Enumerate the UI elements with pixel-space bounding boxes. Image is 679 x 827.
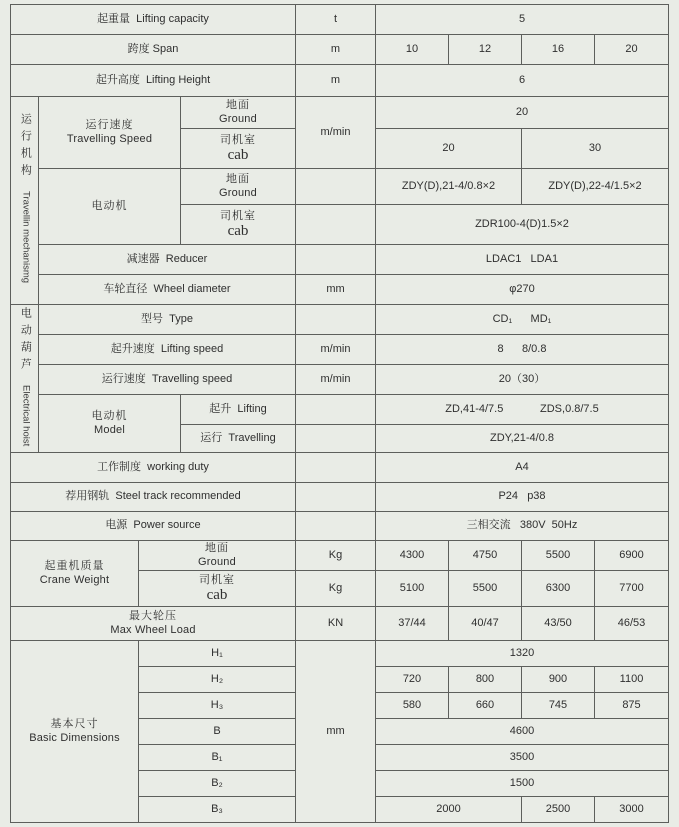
crane-weight-ground-v1: 4300 (376, 541, 449, 571)
basic-dimensions-label (11, 641, 139, 823)
dim-h2-v3: 900 (522, 667, 595, 693)
section-electric-hoist-en: Electrical hoist (20, 384, 32, 446)
hoist-travelling-speed-label: 运行速度 Travelling speed (39, 365, 296, 395)
hoist-motor-travelling-value: ZDY,21-4/0.8 (376, 425, 669, 453)
travel-motor-cab-sublabel (181, 205, 296, 245)
hoist-type-value: CD₁ MD₁ (376, 305, 669, 335)
travel-motor-ground-unit (296, 169, 376, 205)
row-travel-motor-ground (11, 169, 669, 205)
row-power-source (11, 512, 669, 541)
section-travelling-mechanism-zh: 运行机构 (19, 113, 32, 182)
travel-speed-cab-value-2: 30 (522, 129, 669, 169)
dim-h2-v4: 1100 (595, 667, 669, 693)
travel-speed-label-zh: 运行速度 (85, 118, 134, 131)
travel-motor-cab-en: cab (227, 222, 249, 239)
crane-spec-table (10, 4, 669, 823)
crane-weight-cab-unit: Kg (296, 571, 376, 607)
span-label: 跨度 Span (11, 35, 296, 65)
span-value-20: 20 (595, 35, 669, 65)
travel-speed-cab-sublabel (181, 129, 296, 169)
basic-dimensions-label-en: Basic Dimensions (29, 731, 120, 744)
lifting-capacity-unit: t (296, 5, 376, 35)
wheel-diameter-value: φ270 (376, 275, 669, 305)
lifting-capacity-value: 5 (376, 5, 669, 35)
basic-dimensions-label-zh: 基本尺寸 (50, 717, 99, 730)
dim-h3-v1: 580 (376, 693, 449, 719)
hoist-travelling-speed-value: 20（30） (376, 365, 669, 395)
max-wheel-load-v3: 43/50 (522, 607, 595, 641)
lifting-height-label: 起升高度 Lifting Height (11, 65, 296, 97)
travel-motor-ground-sublabel (181, 169, 296, 205)
travel-motor-cab-unit (296, 205, 376, 245)
dim-h2-v1: 720 (376, 667, 449, 693)
dim-h1-sublabel: H₁ (139, 641, 296, 667)
crane-weight-label-zh: 起重机质量 (44, 559, 105, 572)
span-value-12: 12 (449, 35, 522, 65)
travel-motor-ground-zh: 地面 (226, 172, 250, 185)
hoist-type-label: 型号 Type (39, 305, 296, 335)
hoist-motor-lifting-sublabel: 起升 Lifting (181, 395, 296, 425)
travel-motor-ground-value-2: ZDY(D),22-4/1.5×2 (522, 169, 669, 205)
dim-h1-value: 1320 (376, 641, 669, 667)
crane-weight-ground-v4: 6900 (595, 541, 669, 571)
steel-track-unit (296, 483, 376, 512)
crane-weight-label-en: Crane Weight (39, 573, 110, 586)
crane-weight-ground-en: Ground (198, 555, 236, 568)
hoist-travelling-speed-unit: m/min (296, 365, 376, 395)
row-hoist-type (11, 305, 669, 335)
max-wheel-load-unit: KN (296, 607, 376, 641)
hoist-motor-label (39, 395, 181, 453)
hoist-lifting-speed-value: 8 8/0.8 (376, 335, 669, 365)
row-dim-h1 (11, 641, 669, 667)
crane-weight-label (11, 541, 139, 607)
travel-speed-cab-value-1: 20 (376, 129, 522, 169)
section-electric-hoist (11, 305, 39, 453)
crane-weight-ground-v2: 4750 (449, 541, 522, 571)
crane-weight-cab-zh: 司机室 (199, 573, 235, 586)
lifting-height-value: 6 (376, 65, 669, 97)
section-travelling-mechanism-en: Travellin mechanismg (20, 191, 32, 284)
dim-b3-v1: 2000 (376, 797, 522, 823)
lifting-capacity-label: 起重量 Lifting capacity (11, 5, 296, 35)
row-steel-track (11, 483, 669, 512)
dim-h2-sublabel: H₂ (139, 667, 296, 693)
working-duty-value: A4 (376, 453, 669, 483)
dim-b2-value: 1500 (376, 771, 669, 797)
max-wheel-load-label-zh: 最大轮压 (129, 609, 177, 622)
travel-motor-cab-value: ZDR100-4(D)1.5×2 (376, 205, 669, 245)
working-duty-unit (296, 453, 376, 483)
crane-weight-cab-v4: 7700 (595, 571, 669, 607)
hoist-lifting-speed-label: 起升速度 Lifting speed (39, 335, 296, 365)
working-duty-label: 工作制度 working duty (11, 453, 296, 483)
dim-b-sublabel: B (139, 719, 296, 745)
dim-h3-v2: 660 (449, 693, 522, 719)
hoist-lifting-speed-unit: m/min (296, 335, 376, 365)
reducer-label: 减速器 Reducer (39, 245, 296, 275)
hoist-motor-lifting-value: ZD,41-4/7.5 ZDS,0.8/7.5 (376, 395, 669, 425)
span-value-10: 10 (376, 35, 449, 65)
hoist-type-unit (296, 305, 376, 335)
row-hoist-travelling-speed (11, 365, 669, 395)
dim-b1-sublabel: B₁ (139, 745, 296, 771)
section-electric-hoist-zh: 电动葫芦 (19, 306, 32, 375)
travel-speed-label-en: Travelling Speed (66, 132, 153, 145)
crane-weight-ground-sublabel (139, 541, 296, 571)
travel-motor-label (39, 169, 181, 245)
row-lifting-capacity (11, 5, 669, 35)
section-travelling-mechanism (11, 97, 39, 305)
travel-motor-cab-zh: 司机室 (220, 209, 256, 222)
power-source-value: 三相交流 380V 50Hz (376, 512, 669, 541)
travel-speed-unit: m/min (296, 97, 376, 169)
power-source-label: 电源 Power source (11, 512, 296, 541)
dim-b3-sublabel: B₃ (139, 797, 296, 823)
travel-speed-cab-zh: 司机室 (220, 133, 256, 146)
steel-track-value: P24 p38 (376, 483, 669, 512)
hoist-motor-travelling-unit (296, 425, 376, 453)
reducer-unit (296, 245, 376, 275)
crane-weight-ground-zh: 地面 (205, 541, 229, 554)
crane-weight-ground-unit: Kg (296, 541, 376, 571)
dim-b3-v2: 2500 (522, 797, 595, 823)
row-working-duty (11, 453, 669, 483)
max-wheel-load-label-en: Max Wheel Load (110, 623, 196, 636)
basic-dimensions-unit: mm (296, 641, 376, 823)
power-source-unit (296, 512, 376, 541)
dim-h2-v2: 800 (449, 667, 522, 693)
row-lifting-height (11, 65, 669, 97)
crane-weight-cab-v3: 6300 (522, 571, 595, 607)
lifting-height-unit: m (296, 65, 376, 97)
travel-speed-label (39, 97, 181, 169)
max-wheel-load-label (11, 607, 296, 641)
travel-speed-ground-sublabel (181, 97, 296, 129)
crane-weight-cab-sublabel (139, 571, 296, 607)
crane-weight-cab-v1: 5100 (376, 571, 449, 607)
row-travel-speed-ground (11, 97, 669, 129)
travel-motor-ground-value-1: ZDY(D),21-4/0.8×2 (376, 169, 522, 205)
dim-b3-v3: 3000 (595, 797, 669, 823)
crane-weight-ground-v3: 5500 (522, 541, 595, 571)
row-hoist-lifting-speed (11, 335, 669, 365)
hoist-motor-travelling-sublabel: 运行 Travelling (181, 425, 296, 453)
max-wheel-load-v4: 46/53 (595, 607, 669, 641)
row-crane-weight-ground (11, 541, 669, 571)
travel-speed-ground-zh: 地面 (226, 98, 250, 111)
dim-h3-v3: 745 (522, 693, 595, 719)
crane-weight-cab-v2: 5500 (449, 571, 522, 607)
span-unit: m (296, 35, 376, 65)
travel-speed-ground-en: Ground (219, 112, 257, 125)
row-hoist-motor-lifting (11, 395, 669, 425)
reducer-value: LDAC1 LDA1 (376, 245, 669, 275)
row-reducer (11, 245, 669, 275)
travel-speed-ground-value: 20 (376, 97, 669, 129)
wheel-diameter-label: 车轮直径 Wheel diameter (39, 275, 296, 305)
travel-speed-cab-en: cab (227, 146, 249, 163)
wheel-diameter-unit: mm (296, 275, 376, 305)
dim-h3-sublabel: H₃ (139, 693, 296, 719)
travel-motor-label-zh: 电动机 (91, 199, 128, 212)
row-wheel-diameter (11, 275, 669, 305)
dim-b1-value: 3500 (376, 745, 669, 771)
steel-track-label: 荐用钢轨 Steel track recommended (11, 483, 296, 512)
hoist-motor-label-en: Model (94, 423, 125, 436)
dim-b-value: 4600 (376, 719, 669, 745)
crane-weight-cab-en: cab (206, 586, 228, 603)
max-wheel-load-v2: 40/47 (449, 607, 522, 641)
max-wheel-load-v1: 37/44 (376, 607, 449, 641)
hoist-motor-lifting-unit (296, 395, 376, 425)
travel-motor-ground-en: Ground (219, 186, 257, 199)
row-span (11, 35, 669, 65)
dim-b2-sublabel: B₂ (139, 771, 296, 797)
span-value-16: 16 (522, 35, 595, 65)
row-max-wheel-load (11, 607, 669, 641)
hoist-motor-label-zh: 电动机 (91, 409, 128, 422)
dim-h3-v4: 875 (595, 693, 669, 719)
